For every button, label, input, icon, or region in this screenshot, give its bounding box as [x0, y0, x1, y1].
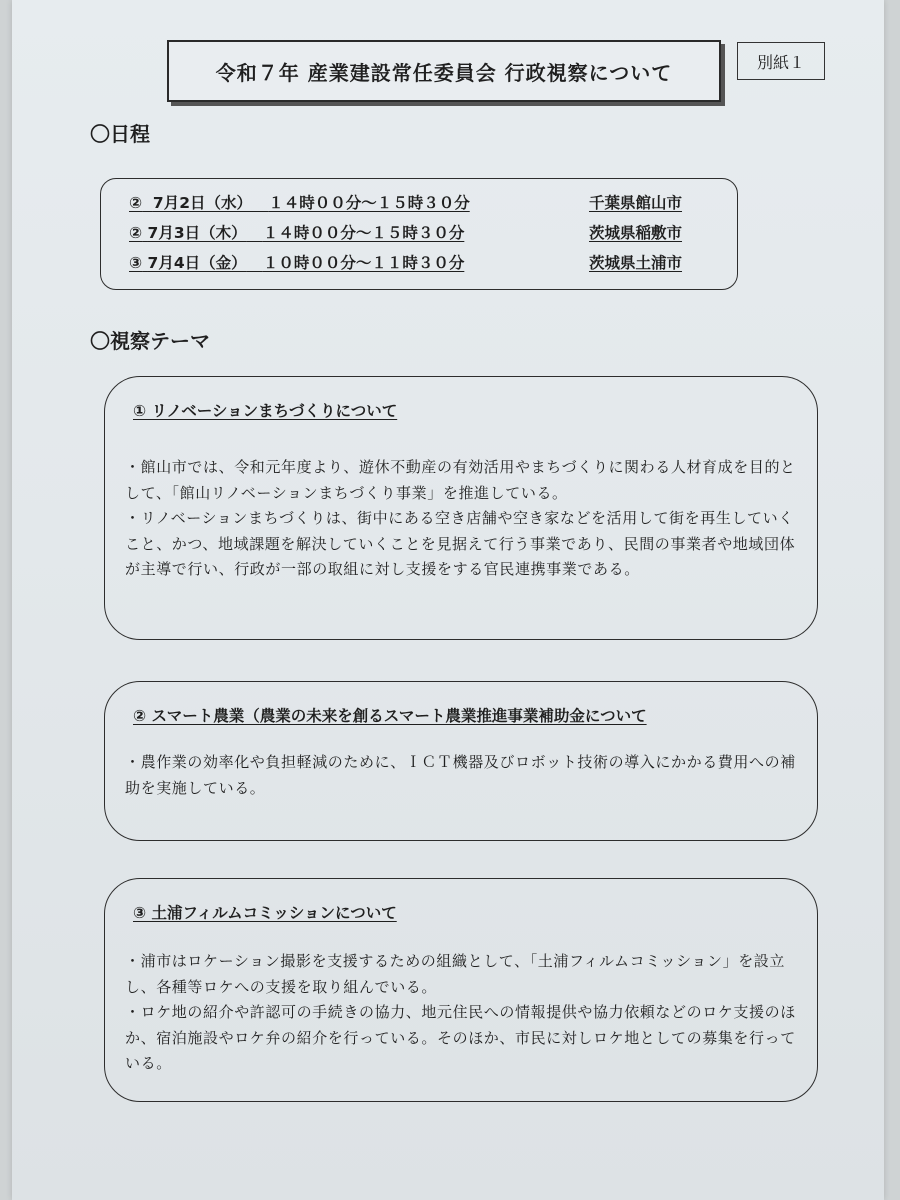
document-title: 令和７年 産業建設常任委員会 行政視察について — [215, 60, 673, 85]
theme-paragraph: ・館山市では、令和元年度より、遊休不動産の有効活用やまちづくりに関わる人材育成を目的として、「館山リノベーションまちづくり事業」を推進している。 — [125, 458, 796, 502]
theme-body — [125, 455, 803, 583]
schedule-row-number: ② — [129, 194, 143, 212]
schedule-row — [129, 191, 683, 213]
schedule-row-time: １４時００分～１５時３０分 — [262, 224, 465, 242]
schedule-row-date: 7月2日（水） — [152, 194, 252, 212]
theme-paragraph: ・リノベーションまちづくりは、街中にある空き店舗や空き家などを活用して街を再生していくこと、かつ、地域課題を解決していくことを見据えて行う事業であり、民間の事業者や地域団体が主導で行い、行政が一部の取組に対し支援をする官民連携事業である。 — [125, 509, 796, 578]
schedule-row-number: ③ — [129, 254, 143, 272]
theme-title: ③ 土浦フィルムコミッションについて — [133, 904, 397, 922]
schedule-row-time: １４時００分～１５時３０分 — [268, 194, 470, 212]
schedule-box — [100, 178, 738, 290]
schedule-row-date: 7月4日（金） — [147, 254, 247, 272]
theme-paragraph: ・ロケ地の紹介や許認可の手続きの協力、地元住民への情報提供や協力依頼などのロケ支援のほか、宿泊施設やロケ弁の紹介を行っている。そのほか、市民に対しロケ地としての募集を行っている。 — [125, 1003, 796, 1072]
theme-box-smart-agriculture — [104, 681, 818, 841]
themes-heading: 〇視察テーマ — [90, 329, 210, 353]
theme-title: ① リノベーションまちづくりについて — [133, 402, 398, 420]
theme-paragraph: ・浦市はロケーション撮影を支援するための組織として、「土浦フィルムコミッション」を設立し、各種等ロケへの支援を取り組んでいる。 — [125, 952, 786, 996]
schedule-row — [129, 221, 683, 243]
theme-body — [125, 949, 803, 1077]
schedule-row-place: 千葉県館山市 — [589, 194, 683, 212]
schedule-row-number: ② — [129, 224, 143, 242]
theme-body — [125, 750, 803, 801]
title-box — [167, 40, 721, 102]
schedule-row-place: 茨城県稲敷市 — [589, 224, 683, 242]
schedule-row — [129, 251, 683, 273]
theme-paragraph: ・農作業の効率化や負担軽減のために、ＩＣＴ機器及びロボット技術の導入にかかる費用への補助を実施している。 — [125, 753, 796, 797]
theme-box-film-commission — [104, 878, 818, 1102]
attachment-label: 別紙１ — [737, 42, 825, 80]
schedule-row-place: 茨城県土浦市 — [589, 254, 683, 272]
theme-title: ② スマート農業（農業の未来を創るスマート農業推進事業補助金について — [133, 707, 647, 725]
schedule-heading: 〇日程 — [90, 122, 150, 146]
document-page — [12, 0, 884, 1200]
schedule-row-time: １０時００分～１１時３０分 — [262, 254, 465, 272]
schedule-row-date: 7月3日（木） — [147, 224, 247, 242]
theme-box-renovation — [104, 376, 818, 640]
